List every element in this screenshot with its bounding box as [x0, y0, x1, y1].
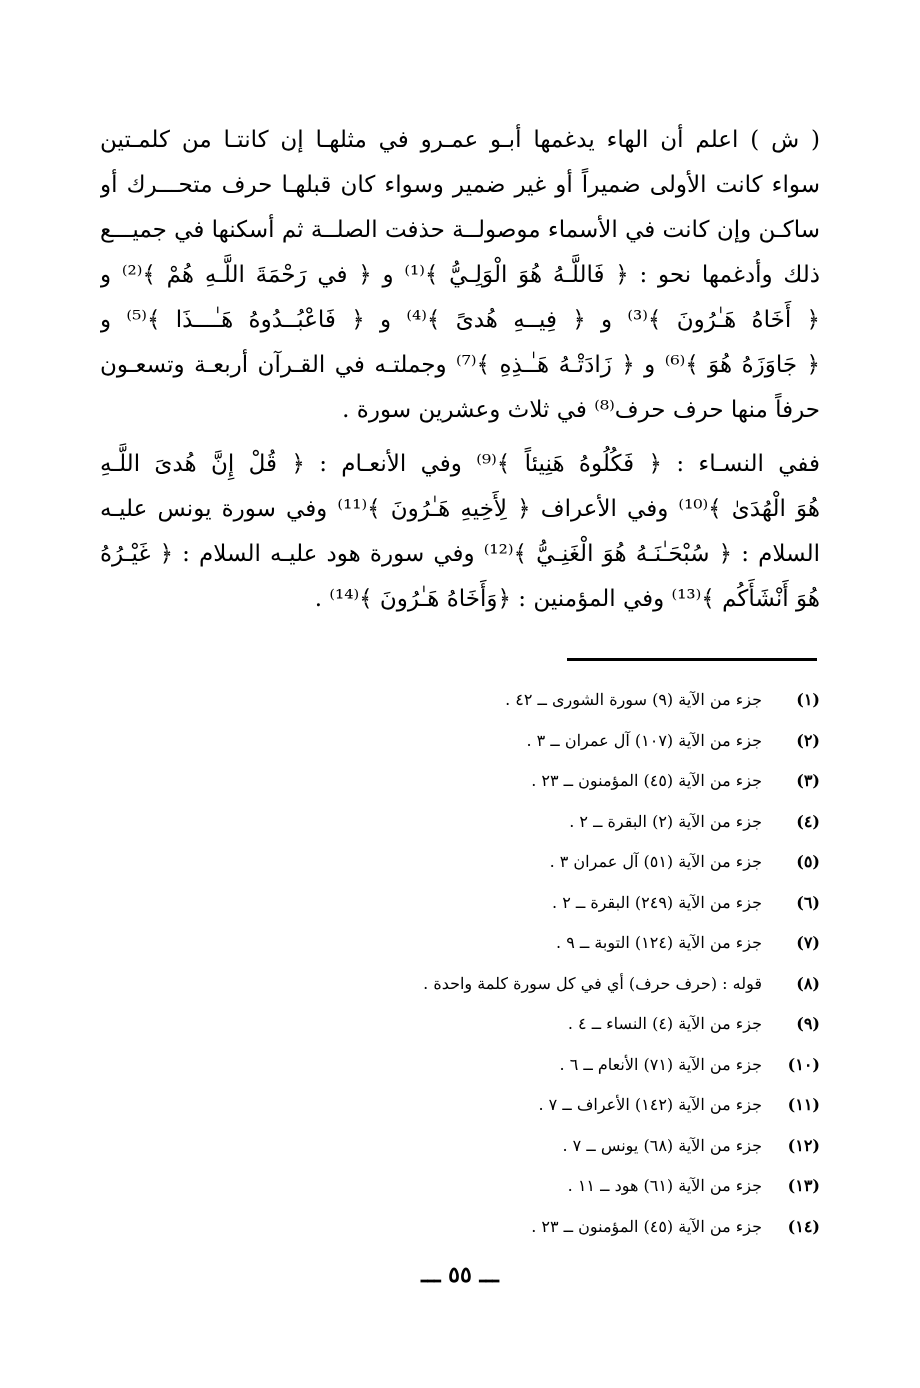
paragraph-1 [100, 118, 820, 433]
footnote-number: (٥) [796, 852, 820, 871]
paragraph-2 [100, 442, 820, 622]
footnote-text: جزء من الآية (٤) النساء ــ ٤ . [567, 1014, 762, 1033]
text-line: ففي النسـاء : ﴿ فَكُلُوهُ هَنِيئاً ﴾⁽⁹⁾ وفي الأنعـام : ﴿ قُلْ إِنَّ هُدىَ اللَّـهِ [100, 451, 820, 477]
footnote [100, 1004, 820, 1045]
text-line: ﴿ أَخَاهُ هَـٰرُونَ ﴾⁽³⁾ و ﴿ فِيــهِ هُدىً ﴾⁽⁴⁾ و ﴿ فَاعْبُــدُوهُ هَـٰـــذَا ﴾⁽⁵⁾ و [100, 307, 820, 333]
footnote-text: جزء من الآية (١٤٢) الأعراف ــ ٧ . [538, 1095, 762, 1114]
text-line: ( ش ) اعلم أن الهاء يدغمها أبـو عمـرو في مثلهـا إن كانتـا من كلمـتين [100, 127, 820, 153]
footnote-text: جزء من الآية (٢) البقرة ــ ٢ . [569, 811, 762, 831]
footnote-text: جزء من الآية (٤٥) المؤمنون ــ ٢٣ . [531, 1216, 762, 1236]
footnotes-list [100, 680, 820, 1247]
footnote-text: جزء من الآية (١٠٧) آل عمران ــ ٣ . [526, 730, 762, 750]
footnote-text: جزء من الآية (٦٨) يونس ــ ٧ . [562, 1135, 762, 1155]
text-line: ساكـن وإن كانت في الأسماء موصولــة حذفت الصلــة ثم أسكنها في جميـــع [100, 217, 820, 243]
footnote-number: (١٤) [787, 1216, 820, 1236]
footnote-number: (٨) [796, 973, 820, 993]
footnote-text: جزء من الآية (٧١) الأنعام ــ ٦ . [559, 1054, 762, 1074]
footnote [100, 923, 820, 964]
footnote [100, 680, 820, 721]
footnote-number: (١٣) [787, 1176, 820, 1195]
text-line: ذلك وأدغمها نحو : ﴿ فَاللَّـهُ هُوَ الْوَلِـيُّ ﴾⁽¹⁾ و ﴿ في رَحْمَةَ اللَّـهِ هُمْ ﴾⁽²⁾ و [100, 262, 820, 288]
footnote-number: (٣) [796, 771, 820, 790]
footnote [100, 1045, 820, 1086]
footnote-text: جزء من الآية (٤٥) المؤمنون ــ ٢٣ . [531, 771, 762, 790]
footnote-text: جزء من الآية (٩) سورة الشورى ــ ٤٢ . [505, 690, 762, 709]
footnote-number: (٦) [796, 892, 820, 912]
footnote-number: (٩) [796, 1014, 820, 1033]
footnote [100, 761, 820, 802]
main-text [100, 118, 820, 622]
text-line: حرفاً منها حرف حرف⁽⁸⁾ في ثلاث وعشرين سورة . [342, 397, 820, 423]
footnote [100, 721, 820, 762]
footnote [100, 842, 820, 883]
footnote-text: قوله : (حرف حرف) أي في كل سورة كلمة واحدة . [423, 973, 762, 993]
footnote-number: (١١) [787, 1095, 820, 1114]
footnote-text: جزء من الآية (١٢٤) التوبة ــ ٩ . [556, 933, 762, 952]
text-line: هُوَ الْهُدَىٰ ﴾⁽¹⁰⁾ وفي الأعراف ﴿ لِأَخِيهِ هَـٰرُونَ ﴾⁽¹¹⁾ وفي سورة يونس عليـه [100, 496, 820, 522]
footnote [100, 1166, 820, 1207]
footnote [100, 1085, 820, 1126]
footnote-number: (٤) [796, 811, 820, 831]
footnote-text: جزء من الآية (٥١) آل عمران ٣ . [549, 852, 762, 871]
footnote-text: جزء من الآية (٢٤٩) البقرة ــ ٢ . [552, 892, 762, 912]
page-number: ـــ ٥٥ ـــ [421, 1262, 499, 1288]
footnote-number: (٢) [796, 730, 820, 750]
text-line: السلام : ﴿ سُبْحَـٰنَـهُ هُوَ الْغَنِـيُّ ﴾⁽¹²⁾ وفي سورة هود عليـه السلام : ﴿ غَيْـرُهُ [100, 541, 820, 567]
footnote [100, 802, 820, 843]
footnote-divider [567, 658, 817, 661]
footnote [100, 883, 820, 924]
footnote-number: (٧) [796, 933, 820, 952]
footnote [100, 964, 820, 1005]
footnote-number: (١) [796, 690, 820, 709]
text-line: ﴿ جَاوَزَهُ هُوَ ﴾⁽⁶⁾ و ﴿ زَادَتْـهُ هَـٰـذِهِ ﴾⁽⁷⁾ وجملتـه في القـرآن أربعـة وتسعـون [100, 352, 820, 378]
footnote [100, 1126, 820, 1167]
text-line: هُوَ أَنْشَأَكُم ﴾⁽¹³⁾ وفي المؤمنين : ﴿وَأَخَاهُ هَـٰرُونَ ﴾⁽¹⁴⁾ . [314, 586, 820, 612]
text-line: سواء كانت الأولى ضميراً أو غير ضمير وسواء كان قبلهـا حرف متحـــرك أو [100, 172, 820, 198]
footnote-text: جزء من الآية (٦١) هود ــ ١١ . [567, 1176, 762, 1195]
footnote-number: (١٢) [787, 1135, 820, 1155]
footnote-number: (١٠) [787, 1054, 820, 1074]
footnote [100, 1207, 820, 1248]
